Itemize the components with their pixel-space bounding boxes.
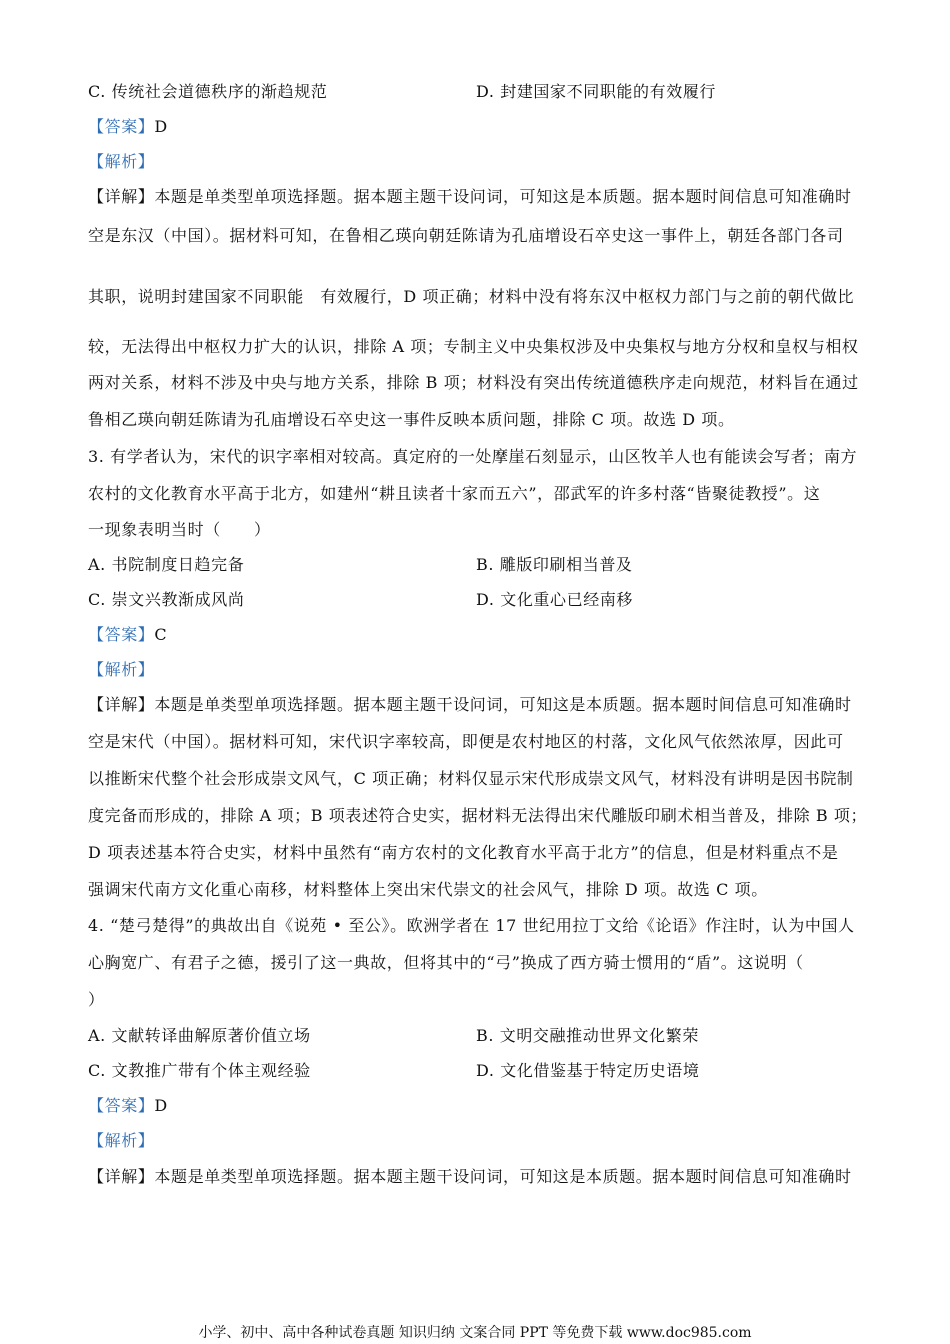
q3-option-d: D. 文化重心已经南移 (476, 590, 634, 609)
q3-option-a: A. 书院制度日趋完备 (88, 555, 245, 574)
detail-tag: 【详解】 (88, 187, 155, 206)
q2-detail-line: 较，无法得出中枢权力扩大的认识，排除 A 项；专制主义中央集权涉及中央集权与地方分权和皇权与相权 (88, 337, 859, 356)
q4-analysis-tag: 【解析】 (88, 1131, 155, 1150)
q3-detail-line: 度完备而形成的，排除 A 项；B 项表述符合史实，据材料无法得出宋代雕版印刷术相当普及，排除 B 项； (88, 806, 868, 825)
q2-analysis-tag: 【解析】 (88, 152, 155, 171)
q2-detail-line: 空是东汉（中国）。据材料可知，在鲁相乙瑛向朝廷陈请为孔庙增设石卒史这一事件上，朝廷各部门各司 (88, 226, 844, 245)
q2-option-d: D. 封建国家不同职能的有效履行 (476, 82, 717, 101)
q3-stem-line: 农村的文化教育水平高于北方，如建州“耕且读者十家而五六”，邵武军的许多村落“皆聚徒教授”。这 (88, 484, 821, 503)
answer-value: D (154, 1096, 168, 1115)
answer-tag: 【答案】 (88, 625, 155, 644)
q3-detail-line: D 项表述基本符合史实，材料中虽然有“南方农村的文化教育水平高于北方”的信息，但是材料重点不是 (88, 843, 839, 862)
q4-option-c: C. 文教推广带有个体主观经验 (88, 1061, 311, 1080)
q3-option-b: B. 雕版印刷相当普及 (476, 555, 633, 574)
q4-detail-line: 【详解】本题是单类型单项选择题。据本题主题干设问词，可知这是本质题。据本题时间信息可知准确时 (88, 1167, 852, 1186)
answer-value: D (154, 117, 168, 136)
q4-stem-line: 4. “楚弓楚得”的典故出自《说苑 • 至公》。欧洲学者在 17 世纪用拉丁文给《论语》作注时，认为中国人 (88, 916, 855, 935)
page-footer: 小学、初中、高中各种试卷真题 知识归纳 文案合同 PPT 等免费下载 www.doc985.com (198, 1325, 752, 1341)
q3-answer (88, 625, 167, 645)
q4-option-b: B. 文明交融推动世界文化繁荣 (476, 1026, 699, 1045)
q2-detail-line: 鲁相乙瑛向朝廷陈请为孔庙增设石卒史这一事件反映本质问题，排除 C 项。故选 D 项。 (88, 410, 735, 429)
q4-option-d: D. 文化借鉴基于特定历史语境 (476, 1061, 700, 1080)
q4-option-a: A. 文献转译曲解原著价值立场 (88, 1026, 311, 1045)
q2-option-c: C. 传统社会道德秩序的渐趋规范 (88, 82, 328, 101)
q3-detail-line: 【详解】本题是单类型单项选择题。据本题主题干设问词，可知这是本质题。据本题时间信息可知准确时 (88, 695, 852, 714)
detail-tag: 【详解】 (88, 695, 155, 714)
answer-tag: 【答案】 (88, 1096, 155, 1115)
q2-detail-line: 【详解】本题是单类型单项选择题。据本题主题干设问词，可知这是本质题。据本题时间信息可知准确时 (88, 187, 852, 206)
q2-detail-line: 其职，说明封建国家不同职能 有效履行，D 项正确；材料中没有将东汉中枢权力部门与之前的朝代做比 (88, 287, 855, 306)
q3-analysis-tag: 【解析】 (88, 660, 155, 679)
q3-option-c: C. 崇文兴教渐成风尚 (88, 590, 245, 609)
q2-answer (88, 117, 168, 137)
q3-stem-line: 一现象表明当时（ ） (88, 520, 271, 539)
q3-stem-line: 3. 有学者认为，宋代的识字率相对较高。真定府的一处摩崖石刻显示，山区牧羊人也有能读会写者；南方 (88, 447, 858, 466)
q3-detail-line: 以推断宋代整个社会形成崇文风气，C 项正确；材料仅显示宋代形成崇文风气，材料没有讲明是因书院制 (88, 769, 854, 788)
q2-detail-line: 两对关系，材料不涉及中央与地方关系，排除 B 项；材料没有突出传统道德秩序走向规范，材料旨在通过 (88, 373, 859, 392)
answer-tag: 【答案】 (88, 117, 155, 136)
q3-detail-line: 强调宋代南方文化重心南移，材料整体上突出宋代崇文的社会风气，排除 D 项。故选 C 项。 (88, 880, 768, 899)
q3-detail-line: 空是宋代（中国）。据材料可知，宋代识字率较高，即便是农村地区的村落，文化风气依然浓厚，因此可 (88, 732, 844, 751)
q4-stem-line: 心胸宽广、有君子之德，援引了这一典故，但将其中的“弓”换成了西方骑士惯用的“盾”。这说明（ (88, 953, 804, 972)
answer-value: C (154, 625, 168, 644)
q4-stem-line: ） (88, 990, 105, 1009)
q4-answer (88, 1096, 168, 1116)
detail-tag: 【详解】 (88, 1167, 155, 1186)
